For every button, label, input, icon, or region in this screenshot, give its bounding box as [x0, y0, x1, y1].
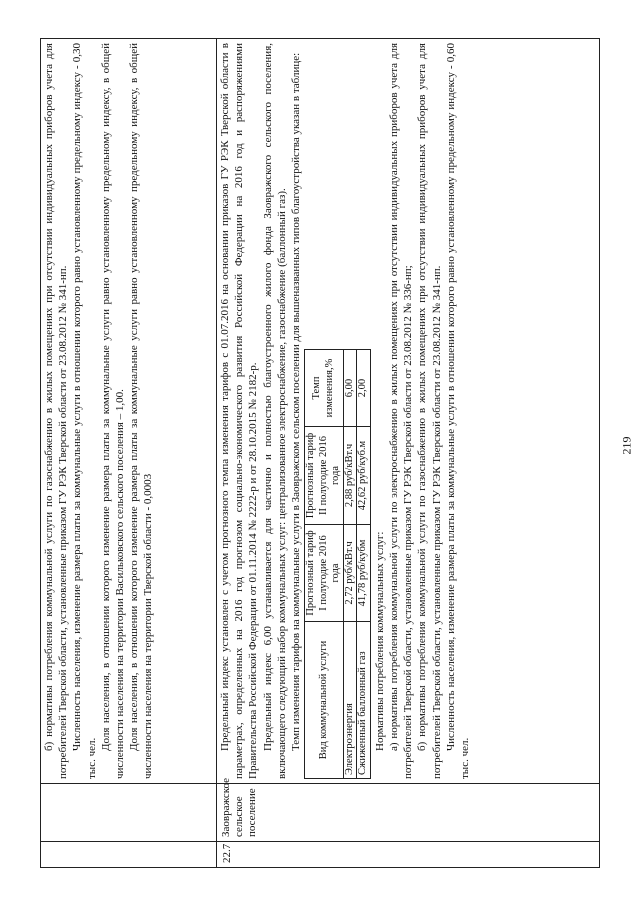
paragraph: Численность населения, изменение размера платы за коммунальные услуги в отношении которого равно установленному предельному индексу - 0,30 тыс. чел. [71, 43, 98, 779]
tariff-cell: Электроэнергия [343, 622, 357, 779]
table-row [41, 39, 217, 868]
tariff-header-row [305, 350, 344, 779]
tariff-row [357, 350, 371, 779]
number-cell-empty [41, 842, 217, 868]
paragraph: Предельный индекс установлен с учетом прогнозного темпа изменения тарифов с 01.07.2016 на основании приказов ГУ РЭК Тверской области в параметрах, определенных на 2016 год прогнозом социально-экономического развития Российской Федерации на 2016 год и распоряжениями Правительства Российской Федерации от 01.11.2014 № 2222-р и от 28.10.2015 № 2182-р. [219, 43, 260, 779]
tariff-cell: 41,78 руб/кубм [357, 524, 371, 621]
tariff-cell: 42,62 руб/куб.м [357, 427, 371, 525]
tariff-row [343, 350, 357, 779]
paragraph: б) нормативы потребления коммунальной услуги по газоснабжению в жилых помещениях при отсутствии индивидуальных приборов учета для потребителей Тверской области, установленные приказом ГУ РЭК Тверской области от 23.08.2012 № 341-нп. [43, 43, 70, 779]
content-cell [41, 39, 217, 784]
content-cell [217, 39, 600, 784]
tariff-cell: 2,00 [357, 350, 371, 427]
table-row [217, 39, 600, 868]
tariff-cell: 2,88 руб/кВт.ч [343, 427, 357, 525]
entry-number: 22.7 [217, 842, 600, 868]
rotated-document-page [40, 38, 600, 868]
tariff-header: Прогнозный тариф I полугодие 2016 года [305, 524, 344, 621]
paragraph: Доля населения, в отношении которого изменение размера платы за коммунальные услуги равно установленному предельному индексу, в общей численности населения на территории Васильковского сельского поселения – 1,00. [99, 43, 127, 779]
paragraph: Нормативы потребления коммунальных услуг: [373, 531, 386, 751]
page-number: 219 [619, 436, 634, 455]
paragraph: Темп изменения тарифов на коммунальные услуги в Заовражском сельском поселении для вышеназванных типов благоустройства указан в таблице: [290, 52, 303, 751]
paragraph: б) нормативы потребления коммунальной услуги по газоснабжению в жилых помещениях при отсутствии индивидуальных приборов учета для потребителей Тверской области, установленные приказом ГУ РЭК Тверской области от 23.08.2012 № 341-нп. [416, 43, 443, 779]
tariff-cell: 6,00 [343, 350, 357, 427]
paragraph: а) нормативы потребления коммунальной услуги по электроснабжению в жилых помещениях при отсутствии индивидуальных приборов учета для потребителей Тверской области, установленные приказом ГУ РЭК Тверской области от 23.08.2012 № 336-нп; [387, 43, 415, 779]
settlement-cell-empty [41, 784, 217, 842]
settlement-name: Заовражское сельское поселение [217, 784, 600, 842]
paragraph: Предельный индекс 6,00 устанавливается для частично и полностью благоустроенного жилого фонда Заовражского сельского поселения, включающего следующий набор коммунальных услуг: централизованное электроснабжение, газоснабжение (баллонный газ). [261, 43, 288, 779]
document-table [40, 38, 600, 868]
tariff-header: Прогнозный тариф II полугодие 2016 года [305, 427, 344, 525]
paragraph: Численность населения, изменение размера платы за коммунальные услуги в отношении которого равно установленному предельному индексу - 0,60 тыс. чел. [444, 43, 471, 779]
tariff-cell: 2,72 руб/кВт.ч [343, 524, 357, 621]
paragraph: Доля населения, в отношении которого изменение размера платы за коммунальные услуги равно установленному предельному индексу, в общей численности населения на территории Тверской области - 0,0003 [128, 43, 155, 779]
tariff-header: Темп изменения,% [305, 350, 344, 427]
tariff-cell: Сжиженный баллонный газ [357, 622, 371, 779]
tariff-header: Вид коммунальной услуги [305, 622, 344, 779]
tariff-table [304, 349, 371, 779]
